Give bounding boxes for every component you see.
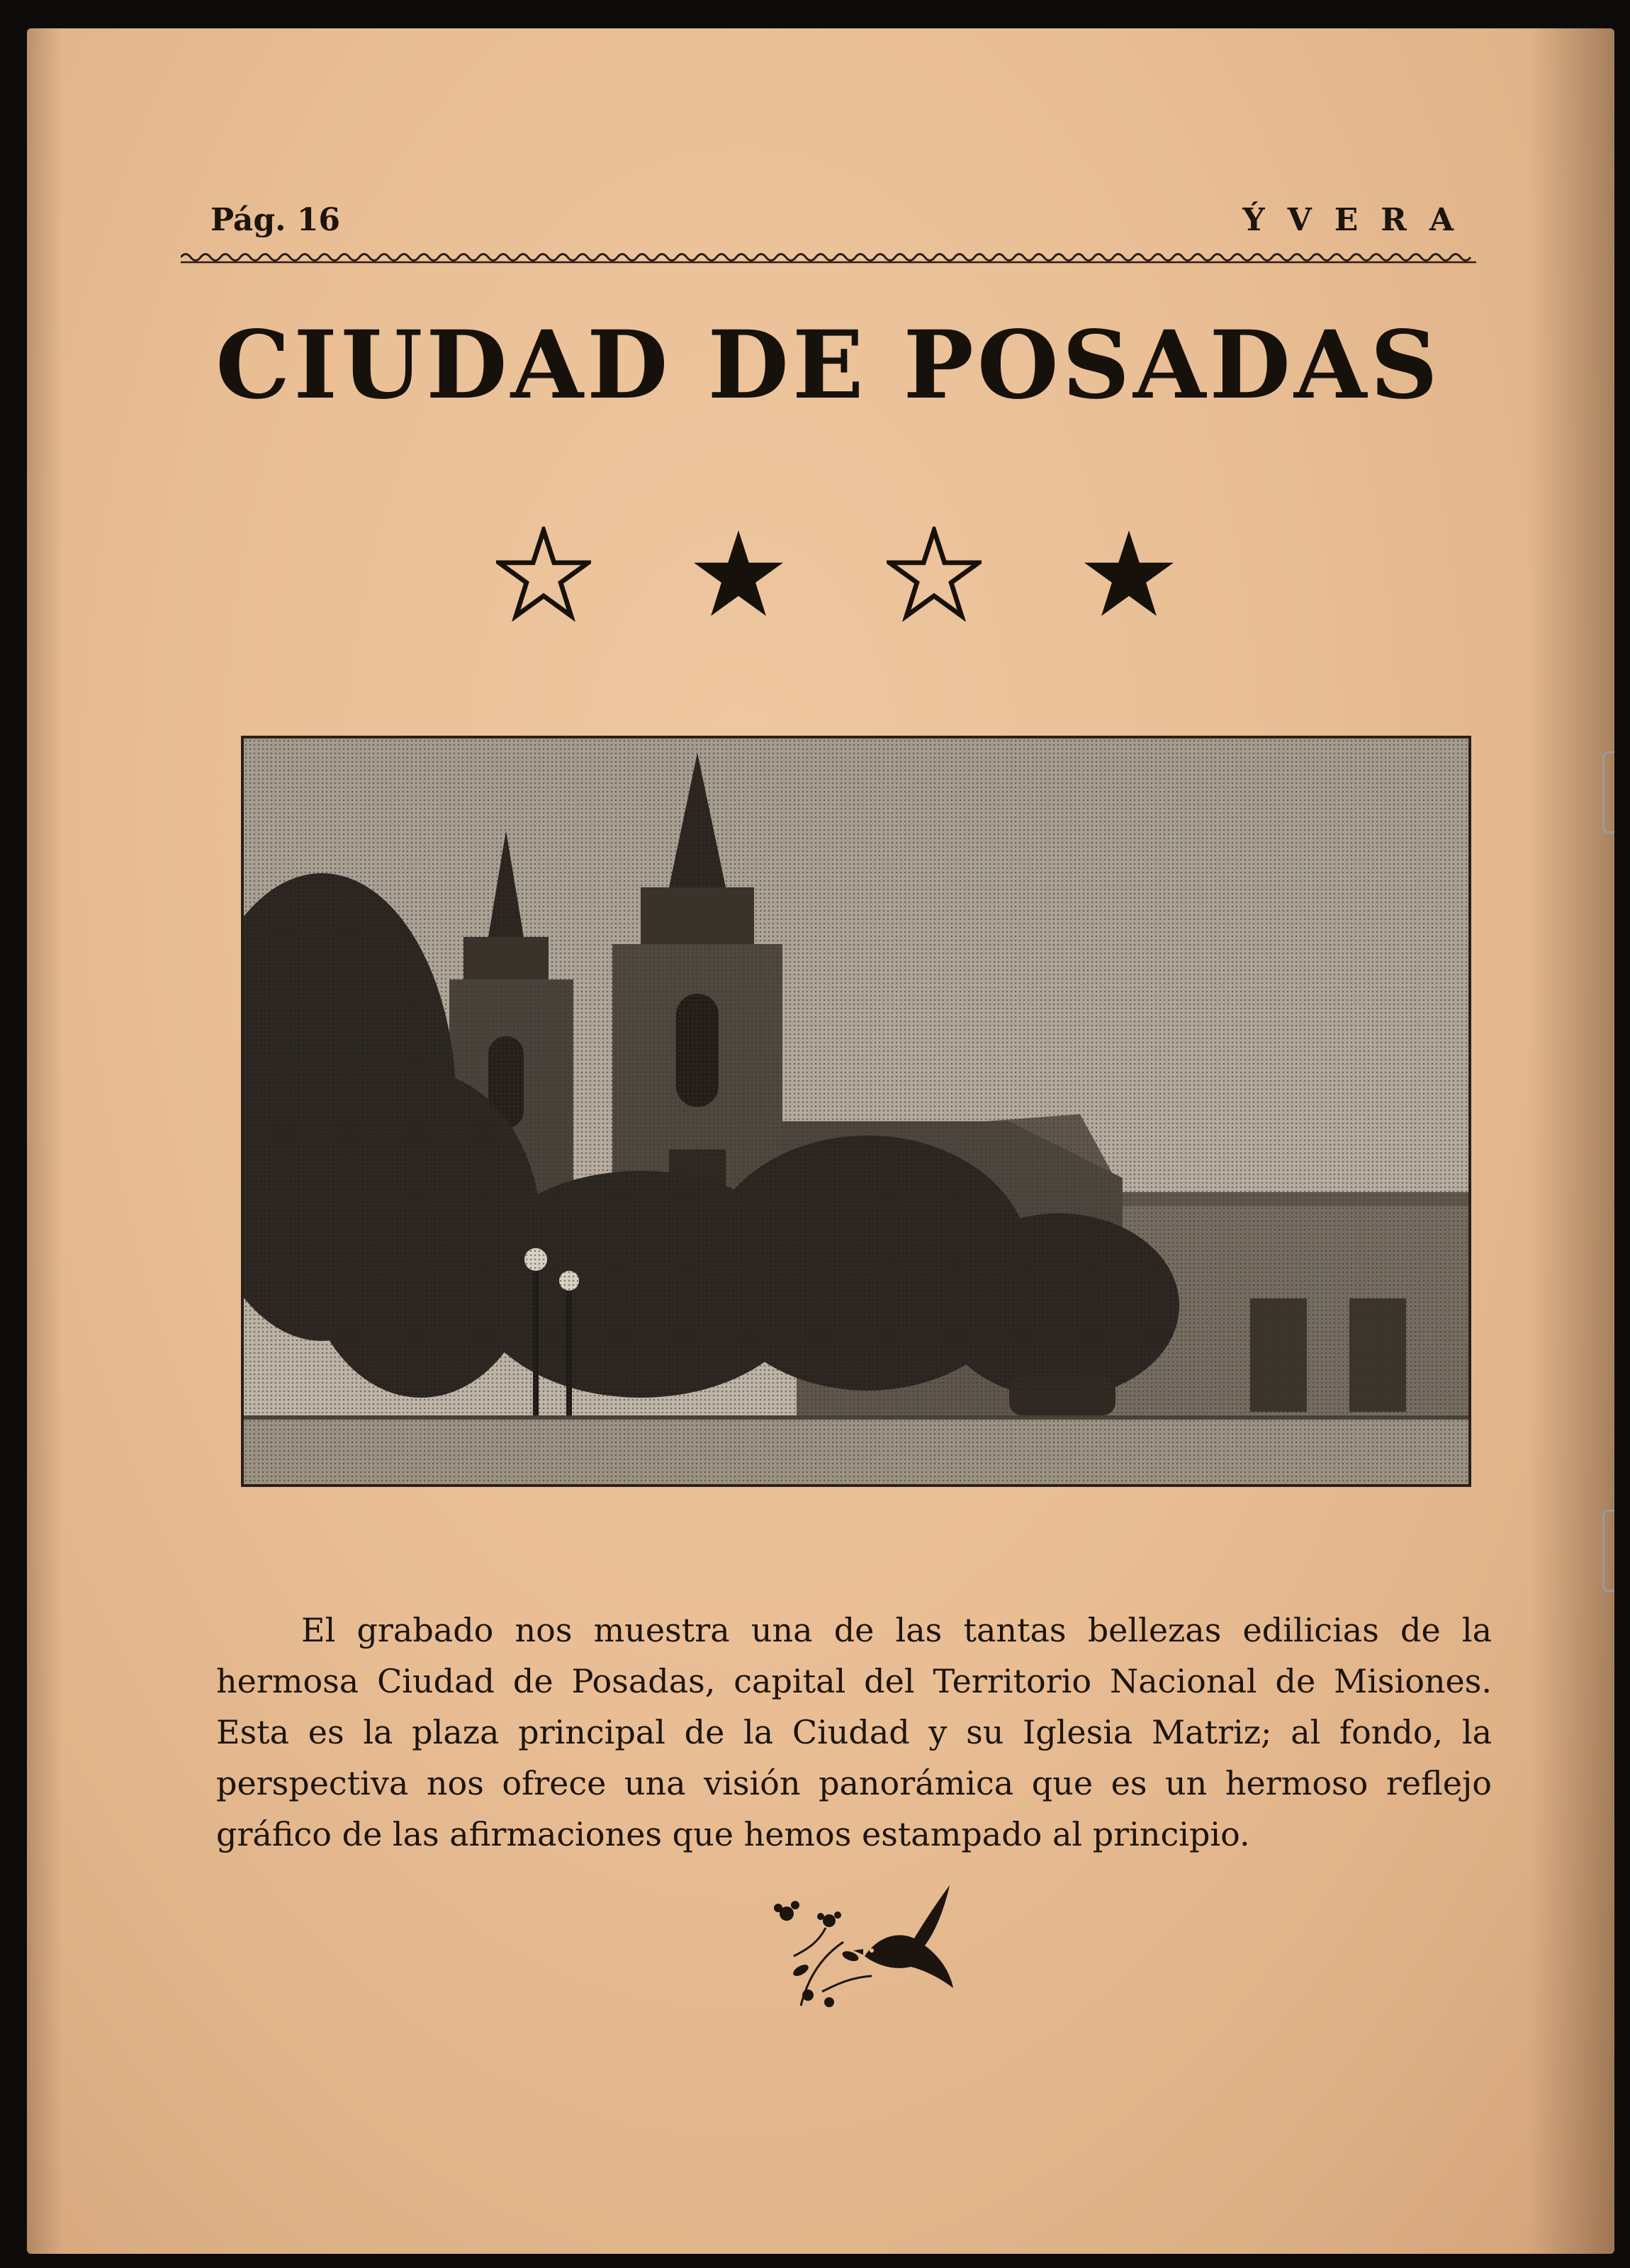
outline-star-icon: [496, 527, 591, 622]
page-number: Pág. 16: [210, 202, 341, 238]
filled-star-icon: [1081, 527, 1176, 622]
photo-caption-paragraph: El grabado nos muestra una de las tantas bellezas edilicias de la hermosa Ciudad de Posadas, capital del Territorio Nacional de Misiones. Esta es la plaza principal de la Ciudad y su Iglesia Matriz; al fondo, la perspectiva nos ofrece una visión panorámica que es un hermoso reflejo gráfico de las afirmaciones que hemos estampado al principio.: [216, 1611, 1492, 1853]
bird-and-flowers-icon: [758, 1871, 957, 2013]
page-title: CIUDAD DE POSADAS: [215, 310, 1441, 420]
spine-shadow: [1529, 28, 1614, 2254]
binding-staple: [1602, 1510, 1614, 1592]
outline-star-icon: [887, 527, 982, 622]
header-wavy-rule: [181, 248, 1476, 266]
star-ornament-row: [496, 524, 1176, 624]
church-illustration: [244, 739, 1468, 1484]
filled-star-icon: [691, 527, 786, 622]
binding-staple: [1602, 751, 1614, 833]
church-plaza-photograph: [241, 736, 1471, 1487]
page-header: [181, 202, 1476, 252]
page-edge-shadow: [27, 28, 62, 2254]
running-title: ÝVERA: [1242, 202, 1476, 238]
